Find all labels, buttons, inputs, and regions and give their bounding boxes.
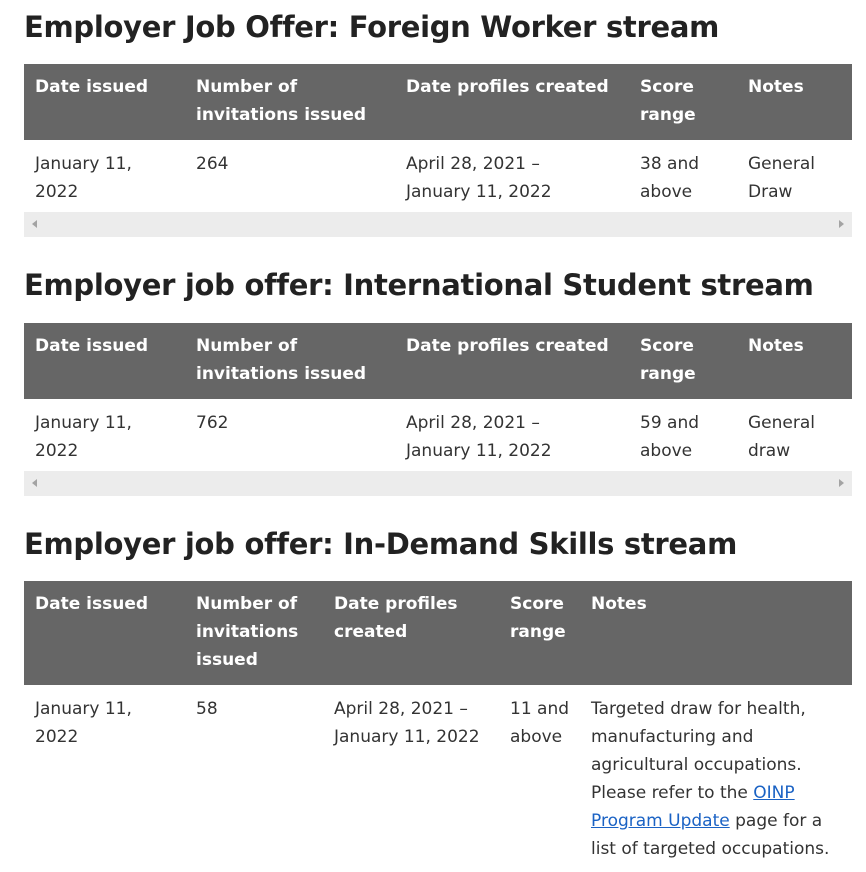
cell-notes: General Draw [748,154,815,202]
table-international-student [24,323,852,496]
table-foreign-worker [24,64,852,237]
table-row [24,685,852,869]
section-title-in-demand-skills: Employer job offer: In-Demand Skills stream [24,527,737,561]
section-title-international-student: Employer job offer: International Student stream [24,268,814,302]
column-header-invitations: Number of invitations issued [185,64,395,140]
horizontal-scrollbar[interactable] [24,471,852,496]
cell-date-profiles [395,399,629,471]
column-header-date-issued: Date issued [24,64,185,140]
scroll-left-arrow-icon[interactable] [32,220,37,228]
column-header-date-profiles: Date profiles created [323,581,499,685]
column-header-date-issued: Date issued [24,581,185,685]
table-header-row [24,323,852,399]
table-row [24,140,852,212]
profiles-to: January 11, 2022 [406,182,552,202]
profiles-to: January 11, 2022 [406,441,552,461]
table-in-demand-skills [24,581,852,869]
cell-notes: General draw [748,413,815,461]
horizontal-scrollbar[interactable] [24,212,852,237]
table-header-row [24,64,852,140]
table-header-row [24,581,852,685]
cell-notes [580,685,852,869]
column-header-notes: Notes [737,64,852,140]
cell-date-profiles [323,685,499,869]
column-header-invitations: Number of invitations issued [185,581,323,685]
column-header-date-profiles: Date profiles created [395,64,629,140]
column-header-notes: Notes [737,323,852,399]
cell-score-range: 11 and above [510,699,570,747]
scroll-left-arrow-icon[interactable] [32,479,37,487]
notes-text-before: Targeted draw for health, manufacturing and agricultural occupations. Please refer to the [591,699,806,803]
column-header-notes: Notes [580,581,852,685]
column-header-date-issued: Date issued [24,323,185,399]
cell-date-issued: January 11, 2022 [35,699,132,747]
column-header-date-profiles: Date profiles created [395,323,629,399]
profiles-to: January 11, 2022 [334,727,480,747]
cell-invitations: 762 [196,413,229,433]
profiles-from: April 28, 2021 – [334,699,468,719]
oinp-program-update-link[interactable]: OINP Program Update [591,783,795,831]
profiles-from: April 28, 2021 – [406,154,540,174]
cell-date-profiles [395,140,629,212]
cell-invitations: 58 [196,699,218,719]
profiles-from: April 28, 2021 – [406,413,540,433]
cell-score-range: 38 and above [640,154,700,202]
column-header-score-range: Score range [629,64,737,140]
scroll-right-arrow-icon[interactable] [839,479,844,487]
column-header-invitations: Number of invitations issued [185,323,395,399]
table-row [24,399,852,471]
cell-date-issued: January 11, 2022 [35,154,132,202]
cell-invitations: 264 [196,154,229,174]
cell-score-range: 59 and above [640,413,700,461]
notes-text-after: page for a list of targeted occupations. [591,811,830,859]
column-header-score-range: Score range [629,323,737,399]
cell-date-issued: January 11, 2022 [35,413,132,461]
scroll-right-arrow-icon[interactable] [839,220,844,228]
section-title-foreign-worker: Employer Job Offer: Foreign Worker stream [24,10,720,44]
column-header-score-range: Score range [499,581,580,685]
